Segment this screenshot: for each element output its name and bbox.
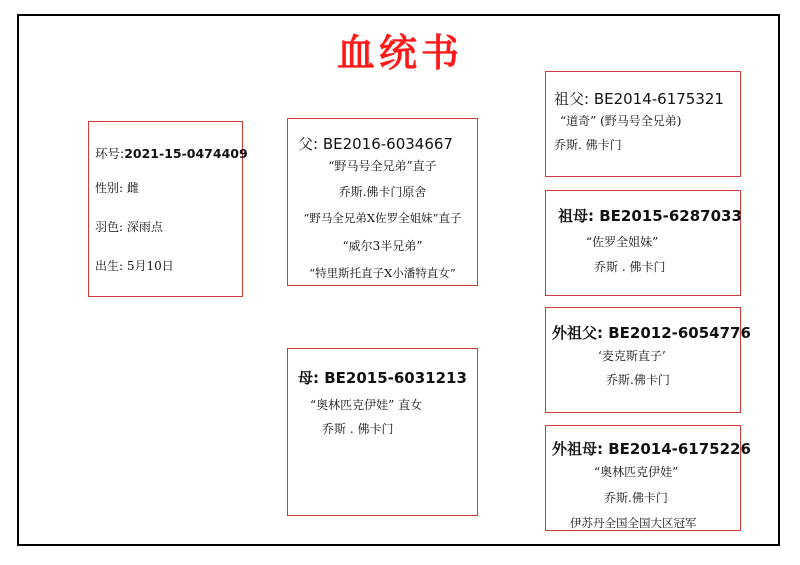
sire-box <box>287 118 478 286</box>
maternal-granddam-line-1: “奥林匹克伊娃” <box>594 465 679 479</box>
ring-label: 环号: <box>95 146 125 161</box>
ring-value: 2021-15-0474409 <box>124 146 248 161</box>
color-value: 深雨点 <box>126 220 163 234</box>
bird-info-box <box>88 121 248 297</box>
maternal-granddam-line-3: 伊苏丹全国全国大区冠军 <box>570 516 697 530</box>
paternal-grandsire-heading: 祖父: BE2014-6175321 <box>554 90 724 108</box>
paternal-grandsire-line-2: 乔斯. 佛卡门 <box>554 138 622 152</box>
sire-line-5: “特里斯托直子X小潘特直女” <box>309 266 456 280</box>
sire-line-2: 乔斯.佛卡门原舍 <box>338 185 427 199</box>
sire-line-1: “野马号全兄弟”直子 <box>328 159 437 173</box>
maternal-grandsire-heading: 外祖父: BE2012-6054776 <box>552 324 751 342</box>
paternal-grandsire-box <box>545 71 741 177</box>
maternal-granddam-heading: 外祖母: BE2014-6175226 <box>552 440 751 458</box>
born-value: 5月10日 <box>126 259 174 273</box>
color <box>95 218 163 235</box>
dam-line-2: 乔斯 . 佛卡门 <box>322 422 394 436</box>
maternal-granddam-box <box>545 425 751 531</box>
paternal-grandsire-line-1: “道奇” (野马号全兄弟) <box>560 114 682 128</box>
maternal-grandsire-line-1: ‘麦克斯直子’ <box>598 349 666 363</box>
maternal-grandsire-box <box>545 307 751 413</box>
document-title: 血统书 <box>336 31 463 75</box>
maternal-granddam-line-2: 乔斯.佛卡门 <box>604 491 668 505</box>
sire-heading: 父: BE2016-6034667 <box>298 135 453 153</box>
dam-heading: 母: BE2015-6031213 <box>298 369 467 387</box>
dam-line-1: “奥林匹克伊娃” 直女 <box>310 398 423 412</box>
paternal-granddam-heading: 祖母: BE2015-6287033 <box>558 207 742 225</box>
born-label: 出生: <box>95 259 124 273</box>
sex <box>95 179 139 196</box>
color-label: 羽色: <box>95 220 124 234</box>
ring-number <box>95 144 248 162</box>
paternal-granddam-line-1: “佐罗全姐妹” <box>586 235 659 249</box>
dam-box <box>287 348 478 516</box>
sex-value: 雌 <box>126 181 139 195</box>
sex-label: 性别: <box>95 181 124 195</box>
maternal-grandsire-line-2: 乔斯.佛卡门 <box>606 373 670 387</box>
birth-date <box>95 257 174 274</box>
paternal-granddam-box <box>545 190 741 296</box>
paternal-granddam-line-2: 乔斯 . 佛卡门 <box>594 260 666 274</box>
sire-line-4: “威尔3半兄弟” <box>342 239 423 253</box>
sire-line-3: “野马全兄弟X佐罗全姐妹”直子 <box>303 211 462 225</box>
